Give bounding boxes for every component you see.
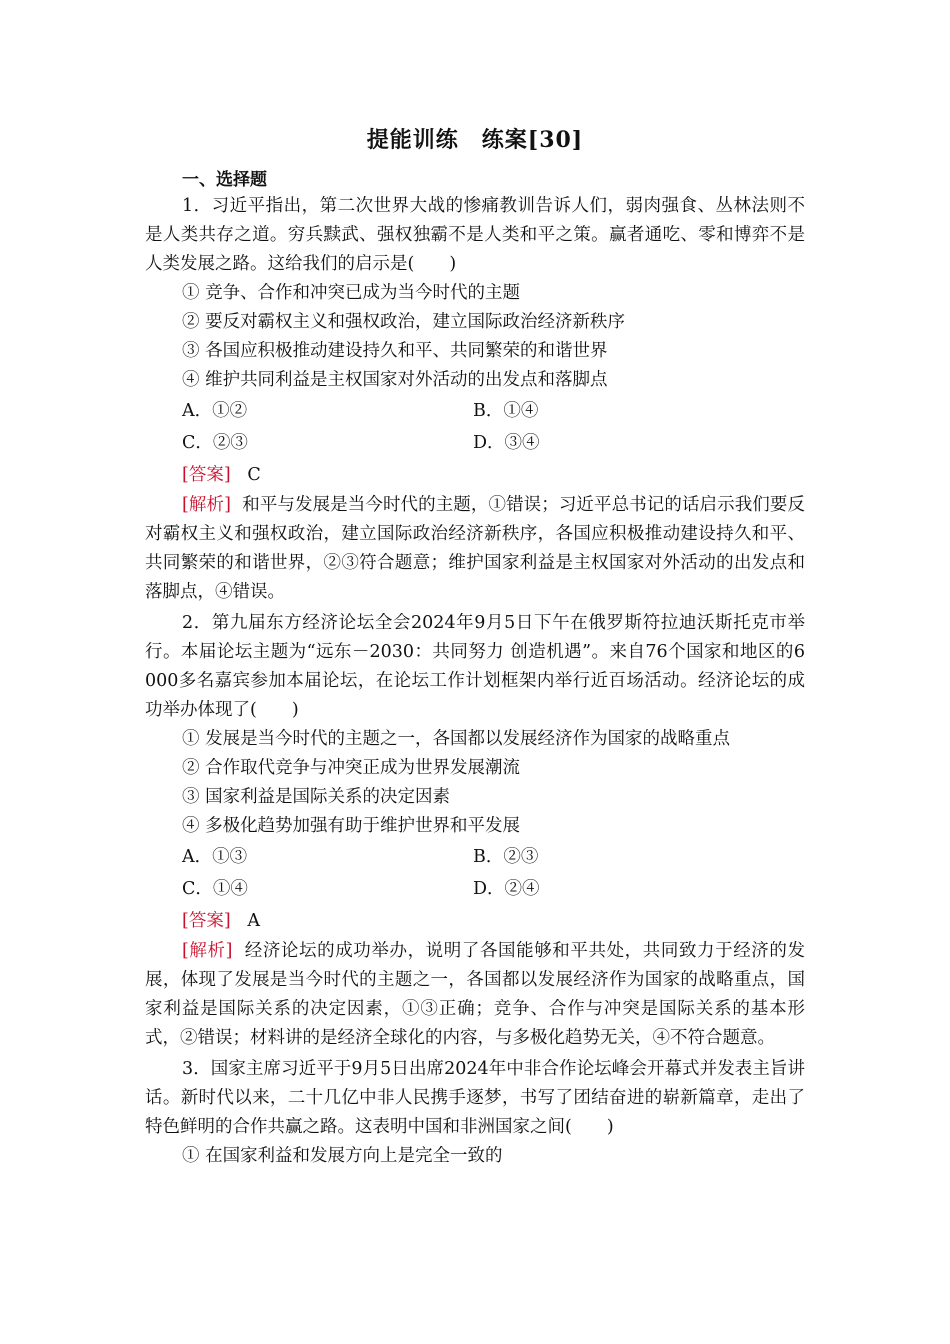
choice-a: A．①② — [182, 401, 248, 421]
answer-value: A — [247, 911, 260, 931]
statement: ③ 国家利益是国际关系的决定因素 — [182, 787, 451, 807]
choice-d: D．③④ — [473, 433, 540, 453]
statement: ④ 多极化趋势加强有助于维护世界和平发展 — [182, 816, 521, 836]
analysis — [145, 937, 805, 1053]
choice-row — [145, 427, 805, 459]
question-3 — [145, 1055, 805, 1171]
statement: ① 竞争、合作和冲突已成为当今时代的主题 — [182, 283, 521, 303]
analysis-text: 和平与发展是当今时代的主题，①错误；习近平总书记的话启示我们要反对霸权主义和强权政治，建立国际政治经济新秩序，各国应积极推动建设持久和平、共同繁荣的和谐世界，②③符合题意；维护国家利益是主权国家对外活动的出发点和落脚点，④错误。 — [145, 495, 805, 602]
answer-value: C — [247, 465, 261, 485]
statement: ③ 各国应积极推动建设持久和平、共同繁荣的和谐世界 — [182, 341, 608, 361]
choice-d: D．②④ — [473, 879, 540, 899]
choice-c: C．②③ — [182, 433, 248, 453]
choice-row — [145, 395, 805, 427]
choice-row — [145, 873, 805, 905]
question-stem: 3．国家主席习近平于9月5日出席2024年中非合作论坛峰会开幕式并发表主旨讲话。新时代以来，二十几亿中非人民携手逐梦，书写了团结奋进的崭新篇章，走出了特色鲜明的合作共赢之路。这表明中国和非洲国家之间( ) — [145, 1059, 805, 1137]
analysis-label: [解析] — [182, 941, 233, 961]
statement: ② 要反对霸权主义和强权政治，建立国际政治经济新秩序 — [182, 312, 626, 332]
statement: ② 合作取代竞争与冲突正成为世界发展潮流 — [182, 758, 521, 778]
question-stem: 1．习近平指出，第二次世界大战的惨痛教训告诉人们，弱肉强食、丛林法则不是人类共存之道。穷兵黩武、强权独霸不是人类和平之策。赢者通吃、零和博弈不是人类发展之路。这给我们的启示是( ) — [145, 196, 805, 274]
statement: ④ 维护共同利益是主权国家对外活动的出发点和落脚点 — [182, 370, 608, 390]
choice-row — [145, 841, 805, 873]
section-heading: 一、选择题 — [182, 170, 267, 190]
question-2 — [145, 609, 805, 1053]
question-list — [145, 192, 805, 1171]
analysis — [145, 491, 805, 607]
question-1 — [145, 192, 805, 607]
answer-line — [145, 905, 805, 937]
choice-b: B．①④ — [473, 401, 539, 421]
statement: ① 在国家利益和发展方向上是完全一致的 — [182, 1146, 503, 1166]
question-stem: 2．第九届东方经济论坛全会2024年9月5日下午在俄罗斯符拉迪沃斯托克市举行。本届论坛主题为“远东－2030：共同努力 创造机遇”。来自76个国家和地区的6 000多名嘉宾参加本届论坛，在论坛工作计划框架内举行近百场活动。经济论坛的成功举办体现了( ) — [145, 613, 805, 720]
answer-label: [答案] — [182, 465, 231, 485]
analysis-label: [解析] — [182, 495, 231, 515]
choice-b: B．②③ — [473, 847, 539, 867]
choice-c: C．①④ — [182, 879, 248, 899]
page-title: 提能训练 练案[30] — [366, 127, 584, 153]
analysis-text: 经济论坛的成功举办，说明了各国能够和平共处，共同致力于经济的发展，体现了发展是当今时代的主题之一，各国都以发展经济作为国家的战略重点，国家利益是国际关系的决定因素，①③正确；竞争、合作与冲突是国际关系的基本形式，②错误；材料讲的是经济全球化的内容，与多极化趋势无关，④不符合题意。 — [145, 941, 805, 1048]
choice-a: A．①③ — [182, 847, 248, 867]
statement: ① 发展是当今时代的主题之一，各国都以发展经济作为国家的战略重点 — [182, 729, 731, 749]
answer-label: [答案] — [182, 911, 231, 931]
answer-line — [145, 459, 805, 491]
